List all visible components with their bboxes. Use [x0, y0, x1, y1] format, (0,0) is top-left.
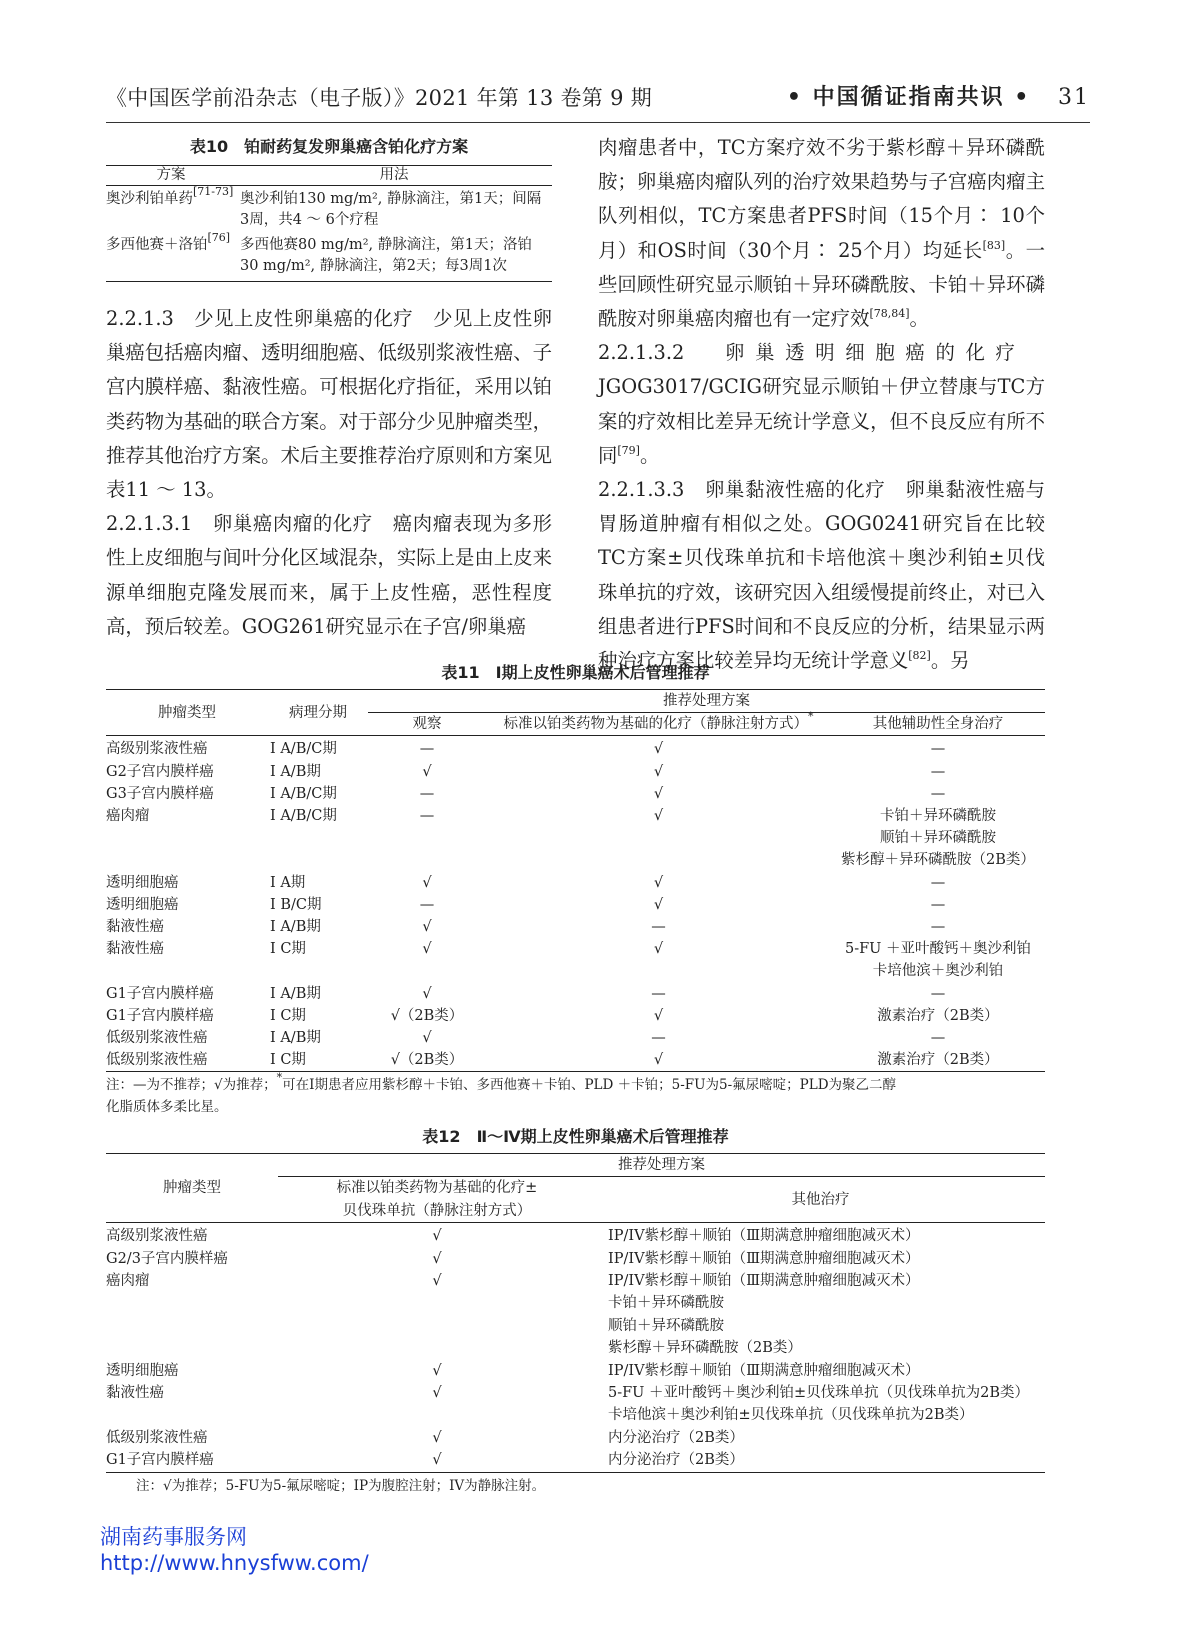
table12-header-other: 其他治疗	[791, 1191, 850, 1208]
table11-type	[106, 983, 268, 1005]
table11-other	[831, 1049, 1045, 1072]
section-title: • 中国循证指南共识 •	[786, 85, 1031, 110]
table11-other	[831, 1005, 1045, 1027]
table12-note: 注：√为推荐；5-FU为5-氟尿嘧啶；IP为腹腔注射；IV为静脉注射。	[136, 1477, 546, 1494]
paragraph	[598, 336, 1045, 473]
table11-stage	[268, 805, 368, 872]
table-row	[106, 805, 1045, 872]
table12-chemo	[278, 1223, 596, 1248]
table11-observe	[368, 783, 486, 805]
table11-note-part: 可在Ⅰ期患者应用紫杉醇＋卡铂、多西他赛＋卡铂、PLD ＋卡铂；5-FU为5-氟尿嘧啶；PLD为聚乙二醇	[282, 1077, 897, 1094]
citation: [76]	[207, 231, 231, 244]
section-heading: 2.2.1.3.3 卵巢黏液性癌的化疗	[598, 478, 886, 502]
table-row	[106, 1270, 1045, 1360]
paragraph-body: JGOG3017/GCIG研究显示顺铂＋伊立替康与TC方案的疗效相比差异无统计学意义，但不良反应有所不同	[598, 341, 1045, 467]
watermark-url: http://www.hnysfww.com/	[100, 1551, 369, 1575]
table11-type-line: 透明细胞癌	[106, 896, 179, 913]
table11-chemo	[486, 1049, 831, 1072]
table10-usage-line: 3周，共4 ～ 6个疗程	[240, 212, 379, 228]
table11-observe	[368, 1005, 486, 1027]
table11-other-line: —	[930, 741, 946, 758]
table12-type	[106, 1223, 278, 1248]
table11-header-stage: 病理分期	[268, 690, 368, 736]
table11-type-line: G2子宫内膜样癌	[106, 763, 214, 780]
table11-type-line: 低级别浆液性癌	[106, 1030, 208, 1047]
journal-title: 《中国医学前沿杂志（电子版）》2021 年第 13 卷第 9 期	[106, 86, 653, 110]
watermark	[100, 1524, 369, 1576]
table11-type-line: 低级别浆液性癌	[106, 1052, 208, 1069]
table11-chemo-line: √	[653, 1007, 664, 1024]
table12-type-line: 高级别浆液性癌	[106, 1228, 208, 1245]
table11-other-line: —	[930, 919, 946, 936]
table11-type	[106, 805, 268, 872]
table11-stage-line: Ⅰ A/B/C期	[270, 741, 337, 758]
table11-other-line: 激素治疗（2B类）	[877, 1052, 999, 1069]
table11-stage-line: Ⅰ C期	[270, 1052, 306, 1069]
paragraph-body: 肉瘤患者中，TC方案疗效不劣于紫杉醇＋异环磷酰胺；卵巢癌肉瘤队列的治疗效果趋势与子宫癌肉瘤主队列相似，TC方案患者PFS时间（15个月∶ 10个月）和OS时间（30个月∶ 25个月）均延长	[598, 136, 1045, 262]
table11-chemo	[486, 894, 831, 916]
right-column-text	[598, 131, 1045, 678]
table12-chemo-line: √	[432, 1228, 442, 1245]
table-row	[106, 872, 1045, 894]
table11-chemo-line: √	[653, 741, 664, 758]
table10	[106, 134, 552, 282]
table11-header-group: 推荐处理方案	[368, 690, 1045, 713]
table11-other-line: —	[930, 985, 946, 1002]
table12-other-line: 顺铂＋异环磷酰胺	[608, 1317, 724, 1334]
table11-type	[106, 736, 268, 761]
table11-other-line: 紫杉醇＋异环磷酰胺（2B类）	[841, 852, 1035, 869]
table11-chemo-line: √	[653, 763, 664, 780]
table10-header-usage: 用法	[379, 167, 409, 183]
table12-chemo	[278, 1382, 596, 1427]
table-row	[106, 1382, 1045, 1427]
footnote-mark: *	[276, 1071, 283, 1085]
table11-observe-line: √	[422, 985, 432, 1002]
table11-header-other: 其他辅助性全身治疗	[872, 716, 1004, 733]
paragraph	[106, 507, 552, 644]
table12-other-line: 紫杉醇＋异环磷酰胺（2B类）	[608, 1340, 802, 1357]
table11-chemo	[486, 872, 831, 894]
section-heading: 2.2.1.3.2 卵巢透明细胞癌的化疗	[598, 341, 1026, 365]
table11-type-line: 黏液性癌	[106, 919, 164, 936]
table12-chemo-line: √	[432, 1429, 442, 1446]
citation: [78,84]	[869, 307, 910, 321]
table10-caption: 表10 铂耐药复发卵巢癌含铂化疗方案	[189, 137, 469, 156]
table11	[106, 660, 1045, 1118]
punct: 。另	[930, 649, 970, 673]
table11-type	[106, 916, 268, 938]
table11-chemo	[486, 983, 831, 1005]
table12-caption: 表12 Ⅱ～Ⅳ期上皮性卵巢癌术后管理推荐	[422, 1127, 729, 1146]
table12-type	[106, 1360, 278, 1382]
table12-chemo	[278, 1248, 596, 1270]
table12-header-chemo	[278, 1177, 596, 1223]
table11-chemo-line: √	[653, 1052, 664, 1069]
table11-chemo-line: √	[653, 941, 664, 958]
table11-observe-line: √	[422, 1030, 432, 1047]
page-number: 31	[1058, 85, 1090, 110]
paragraph-body: 。一些回顾性研究显示顺铂＋异环磷酰胺、卡铂＋异环磷酰胺对卵巢癌肉瘤也有一定疗效	[598, 238, 1045, 331]
table11-observe	[368, 894, 486, 916]
table-row	[106, 1449, 1045, 1472]
table11-type-line: 癌肉瘤	[106, 808, 150, 825]
table11-type	[106, 938, 268, 982]
paragraph-body: 少见上皮性卵巢癌包括癌肉瘤、透明细胞癌、低级别浆液性癌、子宫内膜样癌、黏液性癌。可根据化疗指征，采用以铂类药物为基础的联合方案。对于部分少见肿瘤类型，推荐其他治疗方案。术后主要推荐治疗原则和方案见表11 ～ 13。	[106, 307, 552, 502]
table-row	[106, 983, 1045, 1005]
table-row	[106, 1005, 1045, 1027]
table11-chemo-line: √	[653, 874, 664, 891]
table11-observe-line: √	[422, 874, 432, 891]
table12-other-line: IP/IV紫杉醇＋顺铂（Ⅲ期满意肿瘤细胞减灭术）	[608, 1228, 920, 1245]
table11-other	[831, 761, 1045, 783]
table11-stage-line: Ⅰ A/B期	[270, 919, 321, 936]
table11-other-line: —	[930, 785, 946, 802]
table11-header-chemo	[486, 710, 831, 736]
table11-stage	[268, 761, 368, 783]
table-row	[106, 1427, 1045, 1449]
table11-note-line: 化脂质体多柔比星。	[106, 1099, 228, 1116]
paragraph	[598, 131, 1045, 336]
table12-other-line: IP/IV紫杉醇＋顺铂（Ⅲ期满意肿瘤细胞减灭术）	[608, 1250, 920, 1267]
table11-chemo	[486, 805, 831, 872]
table11-type-line: 高级别浆液性癌	[106, 741, 208, 758]
table-row	[106, 1027, 1045, 1049]
table11-type	[106, 761, 268, 783]
table11-observe	[368, 938, 486, 982]
table11-header-chemo-label: 标准以铂类药物为基础的化疗（静脉注射方式）	[503, 716, 808, 733]
table11-stage-line: Ⅰ C期	[270, 1007, 306, 1024]
table12-other	[596, 1449, 1045, 1472]
table12-type-line: G2/3子宫内膜样癌	[106, 1250, 228, 1267]
table12-other	[596, 1360, 1045, 1382]
table11-grid	[106, 689, 1045, 1072]
table11-other-line: —	[930, 896, 946, 913]
table11-other-line: —	[930, 874, 946, 891]
table11-note-line	[106, 1071, 1045, 1096]
table-row	[106, 761, 1045, 783]
table11-observe-line: —	[419, 785, 435, 802]
table11-type-line: 黏液性癌	[106, 941, 164, 958]
table11-stage	[268, 1005, 368, 1027]
table11-note	[106, 1071, 1045, 1118]
table12-body	[106, 1223, 1045, 1472]
table12-other	[596, 1248, 1045, 1270]
watermark-site-name: 湖南药事服务网	[100, 1525, 247, 1549]
table12-chemo	[278, 1427, 596, 1449]
table11-type	[106, 1005, 268, 1027]
table11-type-line: G3子宫内膜样癌	[106, 785, 214, 802]
table10-header-regimen: 方案	[156, 167, 186, 183]
table11-type-line: G1子宫内膜样癌	[106, 1007, 214, 1024]
table11-other	[831, 805, 1045, 872]
table11-stage-line: Ⅰ A/B/C期	[270, 785, 337, 802]
table11-note-part: 注：—为不推荐；√为推荐；	[106, 1077, 277, 1094]
punct: 。	[909, 307, 929, 331]
table12-other	[596, 1382, 1045, 1427]
table11-observe	[368, 1027, 486, 1049]
table11-other-line: —	[930, 1030, 946, 1047]
table11-observe	[368, 872, 486, 894]
table11-other	[831, 983, 1045, 1005]
table11-stage	[268, 1027, 368, 1049]
table11-stage-line: Ⅰ A/B/C期	[270, 808, 337, 825]
table11-observe	[368, 736, 486, 761]
table11-body	[106, 736, 1045, 1072]
table12-chemo-line: √	[432, 1452, 442, 1469]
citation: [83]	[982, 238, 1006, 252]
table-row	[106, 231, 552, 282]
table11-type	[106, 872, 268, 894]
table11-observe-line: √	[422, 763, 432, 780]
citation: [71-73]	[193, 185, 234, 198]
table11-other	[831, 872, 1045, 894]
table-row	[106, 894, 1045, 916]
table12-type-line: 癌肉瘤	[106, 1273, 150, 1290]
table11-stage	[268, 983, 368, 1005]
section-heading: 2.2.1.3 少见上皮性卵巢癌的化疗	[106, 307, 414, 330]
table11-chemo-line: √	[653, 785, 664, 802]
table12-chemo-line: √	[432, 1250, 442, 1267]
table12-other-line: 卡铂＋异环磷酰胺	[608, 1295, 724, 1312]
table11-other	[831, 894, 1045, 916]
table11-observe-line: √（2B类）	[390, 1052, 464, 1069]
table11-observe	[368, 805, 486, 872]
table11-other	[831, 916, 1045, 938]
table12	[106, 1124, 1045, 1497]
paragraph	[598, 473, 1045, 678]
table11-chemo	[486, 761, 831, 783]
table11-type	[106, 1027, 268, 1049]
table12-type	[106, 1449, 278, 1472]
table11-stage-line: Ⅰ A期	[270, 874, 306, 891]
table10-regimen: 多西他赛＋洛铂	[106, 237, 208, 253]
table12-type	[106, 1248, 278, 1270]
table12-chemo-line: √	[432, 1362, 442, 1379]
table11-stage	[268, 894, 368, 916]
table12-other-line: IP/IV紫杉醇＋顺铂（Ⅲ期满意肿瘤细胞减灭术）	[608, 1362, 920, 1379]
table12-type	[106, 1382, 278, 1427]
header-rule	[106, 122, 1090, 123]
table11-observe	[368, 1049, 486, 1072]
table12-chemo-line: √	[432, 1385, 442, 1402]
table11-header-type: 肿瘤类型	[106, 690, 268, 736]
table11-other-line: —	[930, 763, 946, 780]
table-row	[106, 938, 1045, 982]
table11-chemo-line: —	[651, 985, 666, 1002]
table12-header-chemo-line: 标准以铂类药物为基础的化疗±	[336, 1180, 538, 1197]
table12-other	[596, 1427, 1045, 1449]
table11-stage	[268, 1049, 368, 1072]
citation: [79]	[617, 443, 640, 457]
table11-stage	[268, 872, 368, 894]
table11-observe-line: —	[419, 896, 435, 913]
table11-observe-line: √	[422, 919, 432, 936]
table11-stage-line: Ⅰ B/C期	[270, 896, 322, 913]
table12-type-line: G1子宫内膜样癌	[106, 1452, 214, 1469]
table11-other	[831, 783, 1045, 805]
table12-type	[106, 1270, 278, 1360]
table12-header-type: 肿瘤类型	[106, 1154, 278, 1223]
table12-chemo-line: √	[432, 1273, 442, 1290]
citation: [82]	[908, 649, 931, 663]
table11-other	[831, 736, 1045, 761]
table11-other-line: 卡培他滨＋奥沙利铂	[872, 963, 1004, 980]
table12-other-line: IP/IV紫杉醇＋顺铂（Ⅲ期满意肿瘤细胞减灭术）	[608, 1273, 920, 1290]
table11-stage-line: Ⅰ A/B期	[270, 985, 321, 1002]
table11-type	[106, 783, 268, 805]
table-row	[106, 783, 1045, 805]
table11-caption: 表11 Ⅰ期上皮性卵巢癌术后管理推荐	[441, 663, 710, 682]
paragraph-body: 癌肉瘤表现为多形性上皮细胞与间叶分化区域混杂，实际上是由上皮来源单细胞克隆发展而来，属于上皮性癌，恶性程度高，预后较差。GOG261研究显示在子宫/卵巢癌	[106, 512, 553, 638]
table11-type-line: G1子宫内膜样癌	[106, 985, 214, 1002]
table11-observe-line: —	[419, 741, 435, 758]
table11-chemo-line: √	[653, 808, 664, 825]
table11-observe	[368, 983, 486, 1005]
table11-other	[831, 938, 1045, 982]
table11-header-observe: 观察	[412, 716, 442, 733]
table11-chemo-line: —	[651, 919, 666, 936]
section-heading: 2.2.1.3.1 卵巢癌肉瘤的化疗	[106, 512, 373, 536]
table12-chemo	[278, 1449, 596, 1472]
table11-observe	[368, 916, 486, 938]
table10-usage-line: 30 mg/m², 静脉滴注，第2天；每3周1次	[240, 258, 507, 274]
table-row	[106, 1248, 1045, 1270]
table11-observe-line: —	[419, 808, 435, 825]
table12-type-line: 透明细胞癌	[106, 1362, 179, 1379]
footnote-mark: *	[808, 710, 814, 724]
table12-other	[596, 1223, 1045, 1248]
table-row	[106, 1223, 1045, 1248]
table-row	[106, 736, 1045, 761]
table11-observe-line: √（2B类）	[390, 1007, 464, 1024]
table12-other-line: 内分泌治疗（2B类）	[608, 1452, 744, 1469]
table11-type-line: 透明细胞癌	[106, 874, 179, 891]
table-row	[106, 1049, 1045, 1072]
table-row	[106, 1360, 1045, 1382]
paragraph	[106, 302, 552, 507]
punct: 。	[639, 443, 660, 467]
table11-stage-line: Ⅰ C期	[270, 941, 306, 958]
table11-other-line: 顺铂＋异环磷酰胺	[880, 830, 996, 847]
table12-type	[106, 1427, 278, 1449]
table12-type-line: 黏液性癌	[106, 1385, 164, 1402]
table10-usage-line: 多西他赛80 mg/m², 静脉滴注，第1天；洛铂	[240, 237, 532, 253]
table12-grid	[106, 1153, 1045, 1473]
section-and-page	[787, 80, 1090, 111]
table11-other	[831, 1027, 1045, 1049]
table11-chemo	[486, 783, 831, 805]
table11-chemo	[486, 1027, 831, 1049]
table12-header-group: 推荐处理方案	[278, 1154, 1045, 1177]
table10-regimen: 奥沙利铂单药	[106, 191, 193, 207]
table11-type	[106, 1049, 268, 1072]
table11-observe	[368, 761, 486, 783]
table-row	[106, 916, 1045, 938]
table10-grid	[106, 165, 552, 282]
table11-stage-line: Ⅰ A/B期	[270, 763, 321, 780]
table11-chemo-line: √	[653, 896, 664, 913]
table12-header-chemo-line: 贝伐珠单抗（静脉注射方式）	[342, 1202, 532, 1219]
table12-chemo	[278, 1360, 596, 1382]
left-column-text	[106, 302, 552, 644]
table11-chemo	[486, 916, 831, 938]
paragraph-body: 卵巢黏液性癌与胃肠道肿瘤有相似之处。GOG0241研究旨在比较TC方案±贝伐珠单抗和卡培他滨＋奥沙利铂±贝伐珠单抗的疗效，该研究因入组缓慢提前终止，对已入组患者进行PFS时间和不良反应的分析，结果显示两种治疗方案比较差异均无统计学意义	[598, 478, 1046, 673]
table11-chemo	[486, 736, 831, 761]
table12-other-line: 卡培他滨＋奥沙利铂±贝伐珠单抗（贝伐珠单抗为2B类）	[608, 1407, 974, 1424]
table11-other-line: 5-FU ＋亚叶酸钙＋奥沙利铂	[844, 941, 1031, 958]
table12-type-line: 低级别浆液性癌	[106, 1429, 208, 1446]
table11-chemo-line: —	[651, 1030, 666, 1047]
table12-other	[596, 1270, 1045, 1360]
table11-type	[106, 894, 268, 916]
table11-other-line: 卡铂＋异环磷酰胺	[880, 808, 996, 825]
table-row	[106, 186, 552, 232]
table11-stage-line: Ⅰ A/B期	[270, 1030, 321, 1047]
table11-stage	[268, 916, 368, 938]
table12-other-line: 5-FU ＋亚叶酸钙＋奥沙利铂±贝伐珠单抗（贝伐珠单抗为2B类）	[608, 1385, 1030, 1402]
table11-chemo	[486, 938, 831, 982]
table11-stage	[268, 783, 368, 805]
table11-stage	[268, 938, 368, 982]
table10-usage-line: 奥沙利铂130 mg/m², 静脉滴注，第1天；间隔	[240, 191, 542, 207]
table12-other-line: 内分泌治疗（2B类）	[608, 1429, 744, 1446]
table11-observe-line: √	[422, 941, 432, 958]
table11-chemo	[486, 1005, 831, 1027]
table12-chemo	[278, 1270, 596, 1360]
table11-other-line: 激素治疗（2B类）	[877, 1007, 999, 1024]
table11-stage	[268, 736, 368, 761]
